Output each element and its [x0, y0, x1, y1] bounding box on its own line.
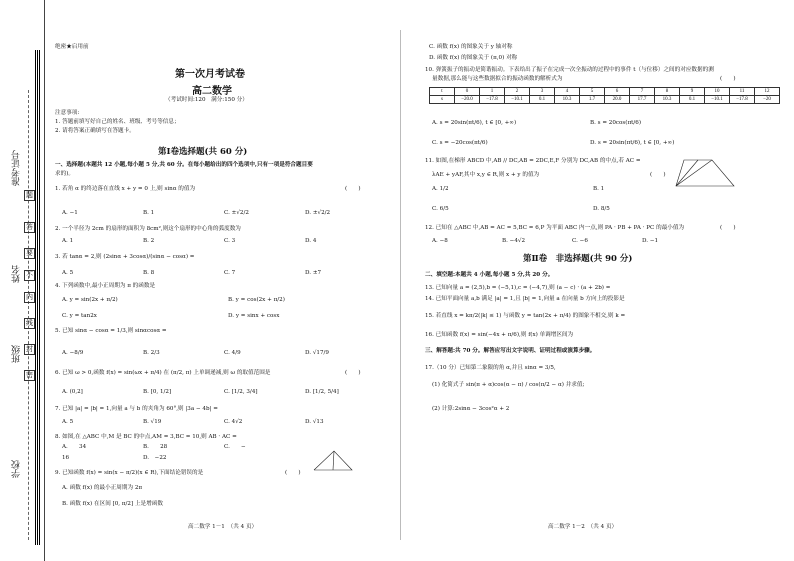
- option: C. 4/9: [224, 350, 241, 356]
- option: C. y = tan2x: [62, 313, 97, 319]
- option: B. 2: [143, 238, 155, 244]
- option: A. 函数 f(x) 的最小正周期为 2π: [62, 485, 143, 491]
- option: A. 5: [62, 270, 74, 276]
- question-5: 5. 已知 sinα − cosα = 1/3,则 sinαcosα =: [55, 328, 167, 334]
- table-cell: −17.8: [730, 96, 755, 104]
- median-line: [676, 160, 698, 186]
- question-15: 15. 若直线 x = kπ/2(|k| ≤ 1) 与函数 y = tan(2x + π/4) 的图象不相交,则 k =: [425, 313, 626, 319]
- section1-intro: 一、选择题(本题共 12 小题,每小题 5 分,共 60 分。在每小题给出的四个选项中,只有一项是符合题目要: [55, 162, 313, 168]
- option: B. 函数 f(x) 在区间 [0, π/2] 上是增函数: [62, 501, 163, 507]
- table-cell: −20: [755, 96, 780, 104]
- option: C. −: [224, 444, 246, 450]
- option: C. [1/2, 3/4]: [224, 389, 258, 395]
- table-cell: −10.1: [505, 96, 530, 104]
- option-cont: 16: [62, 455, 70, 461]
- table-cell: 12: [755, 88, 780, 96]
- answer-bracket: ( ): [345, 370, 361, 376]
- option: B. 2/3: [143, 350, 160, 356]
- table-cell: 11: [730, 88, 755, 96]
- notice-2: 2. 请将答案正确填写在答题卡。: [55, 128, 135, 134]
- exam-title: 第一次月考试卷: [175, 69, 245, 80]
- option: A. s = 20sin(πt/6), t ∈ [0, +∞): [432, 120, 517, 126]
- table-cell: 7: [630, 88, 655, 96]
- seal-char: 题: [26, 191, 33, 199]
- table-cell: 17.7: [630, 96, 655, 104]
- option: A. (0,2]: [62, 389, 83, 395]
- table-cell: 6: [605, 88, 630, 96]
- answer-bracket: ( ): [285, 470, 301, 476]
- option: C. s = −20cos(πt/6): [432, 140, 488, 146]
- notice-title: 注意事项:: [55, 110, 80, 116]
- diagonal-line: [676, 160, 712, 186]
- option: B. y = cos(2x + π/2): [228, 297, 285, 303]
- answer-bracket: ( ): [345, 186, 361, 192]
- option: C. −6: [572, 238, 588, 244]
- answer-bracket: ( ): [650, 172, 666, 178]
- option: D. s = 20sin(πt/6), t ∈ [0, +∞): [590, 140, 675, 146]
- trapezoid-figure: [672, 156, 738, 192]
- table-cell: −10.1: [705, 96, 730, 104]
- option: C. 4√2: [224, 419, 243, 425]
- question-3: 3. 若 tanα = 2,则 (2sinα + 3cosα)/(sinα − cosα) =: [55, 254, 195, 260]
- option: B. 1: [593, 186, 605, 192]
- table-cell: 10.3: [655, 96, 680, 104]
- label-school: 学校: [12, 460, 22, 478]
- table-row: [430, 96, 780, 104]
- page-footer-left: 高二数学 1－1 （共 4 页）: [188, 524, 258, 530]
- option: C. 7: [224, 270, 236, 276]
- table-cell: 1.7: [580, 96, 605, 104]
- option: D. √13: [305, 419, 324, 425]
- question-14: 14. 已知平面向量 a,b 满足 |a| = 1,且 |b| = 1,向量 a 在向量 b 方向上的投影是: [425, 296, 625, 302]
- question-1: 1. 若角 α 的终边落在直线 x + y = 0 上,则 sinα 的值为: [55, 186, 196, 192]
- option: D. 4: [305, 238, 317, 244]
- option: A. y = sin(2x + π/2): [62, 297, 118, 303]
- question-17-part1: (1) 化简式子 sin(π + α)cos(α − π) / cos(π/2 − α) 并求值;: [432, 382, 585, 388]
- question-16: 16. 已知函数 f(x) = sin(−4x + π/6),则 f(x) 单调增区间为: [425, 332, 574, 338]
- page-divider: [400, 30, 401, 540]
- option: C. 3: [224, 238, 236, 244]
- question-11: 11. 如图,在梯形 ABCD 中,AB // DC,AB = 2DC,E,F 分别为 DC,AB 的中点,若 AC =: [425, 158, 641, 164]
- seal-char: 不: [26, 271, 33, 279]
- answer-bracket: ( ): [720, 76, 736, 82]
- option: A. 34: [62, 444, 87, 450]
- table-cell: 0.1: [680, 96, 705, 104]
- table-cell: 5: [580, 88, 605, 96]
- table-cell: 1: [480, 88, 505, 96]
- option: A. −8: [432, 238, 448, 244]
- option: B. 28: [143, 444, 168, 450]
- option: B. 1: [143, 210, 155, 216]
- option: B. 8: [143, 270, 155, 276]
- exam-info: （考试时间:120 满分:150 分）: [165, 97, 248, 103]
- question-12: 12. 已知在 △ABC 中,AB = AC = 5,BC = 6,P 为平面 ABC 内一点,则 PA · PB + PA · PC 的最小值为: [425, 225, 685, 231]
- option: B. [0, 1/2]: [143, 389, 172, 395]
- option: A. 1/2: [432, 186, 449, 192]
- option: B. √19: [143, 419, 162, 425]
- option: A. 1: [62, 238, 74, 244]
- option: C. 6/5: [432, 206, 449, 212]
- table-cell: 4: [555, 88, 580, 96]
- q9-option-c: C. 函数 f(x) 的图象关于 y 轴对称: [429, 44, 513, 50]
- option: A. −8/9: [62, 350, 84, 356]
- question-8: 8. 如图,在 △ABC 中,M 是 BC 的中点,AM = 3,BC = 10,则 AB · AC =: [55, 434, 237, 440]
- table-cell: 10: [705, 88, 730, 96]
- notice-1: 1. 答题前填写好自己的姓名、班级、考号等信息；: [55, 119, 180, 125]
- question-6: 6. 已知 ω > 0,函数 f(x) = sin(ωx + π/4) 在 (π/2, π) 上单调递减,则 ω 的取值范围是: [55, 370, 271, 376]
- option: D. −22: [143, 455, 167, 461]
- seal-char: 封: [26, 345, 33, 353]
- table-cell: −17.8: [480, 96, 505, 104]
- table-cell: 20.0: [605, 96, 630, 104]
- binding-strip: [0, 0, 45, 561]
- option: D. ±7: [305, 270, 322, 276]
- seal-char: 密: [26, 371, 33, 379]
- option: B. −4√2: [502, 238, 526, 244]
- table-cell: −20.0: [455, 96, 480, 104]
- barcode-stripe: [35, 50, 40, 545]
- option: D. y = sinx + cosx: [228, 313, 280, 319]
- table-row: [430, 88, 780, 96]
- option: D. 8/5: [593, 206, 610, 212]
- median-line: [333, 451, 334, 470]
- table-cell: t: [430, 88, 455, 96]
- table-cell: 9: [680, 88, 705, 96]
- triangle-figure: [312, 448, 356, 474]
- table-cell: 8: [655, 88, 680, 96]
- trapezoid-outline: [676, 160, 734, 186]
- question-17-part2: (2) 计算:2sinα − 3cos²α + 2: [432, 406, 510, 412]
- question-17: 17.（10 分）已知第二象限的角 α,并且 sinα = 3/5,: [425, 365, 556, 371]
- option: B. s = 20cos(πt/6): [590, 120, 642, 126]
- part2-title: 第Ⅱ卷 非选择题(共 90 分): [523, 254, 633, 264]
- seal-char: 线: [26, 319, 33, 327]
- cut-line: [28, 90, 29, 540]
- option: D. √17/9: [305, 350, 329, 356]
- label-class: 班级: [12, 345, 22, 363]
- question-10: 10. 弹簧振子的振动是简谐振动。下表给出了振子在完成一次全振动的过程中的事件 t（与位移）之间的对应数据的测: [425, 67, 714, 73]
- option: A. −1: [62, 210, 78, 216]
- option: D. [1/2, 5/4]: [305, 389, 339, 395]
- table-cell: 0.1: [530, 96, 555, 104]
- seal-char: 内: [26, 293, 33, 301]
- table-cell: 2: [505, 88, 530, 96]
- option: C. ±√2/2: [224, 210, 249, 216]
- seal-char: 答: [26, 223, 33, 231]
- seal-char: 要: [26, 249, 33, 257]
- question-13: 13. 已知向量 a = (2,5),b = (−5,1),c = (−4,7),则 (a − c) · (a + 2b) =: [425, 285, 611, 291]
- question-7: 7. 已知 |a| = |b| = 1,向量 a 与 b 的夹角为 60°,则 |3a − 4b| =: [55, 406, 218, 412]
- section3-title: 三、解答题:共 70 分。解答应写出文字说明、证明过程或演算步骤。: [425, 348, 596, 354]
- table-cell: 3: [530, 88, 555, 96]
- vibration-table: [429, 87, 780, 104]
- option: D. ±√2/2: [305, 210, 331, 216]
- label-exam-number: 准考证号: [12, 150, 22, 186]
- section1-intro-cont: 求的)。: [55, 171, 74, 177]
- option: D. −1: [642, 238, 659, 244]
- question-2: 2. 一个半径为 2cm 的扇形的面积为 8cm²,则这个扇形的中心角的弧度数为: [55, 226, 241, 232]
- question-10-cont: 量数据,那么能与这些数据拟合的振动函数的解析式为: [432, 76, 563, 82]
- section2-title: 二、填空题:本题共 4 小题,每小题 5 分,共 20 分。: [425, 272, 554, 278]
- option: A. 5: [62, 419, 74, 425]
- exam-subject: 高二数学: [192, 86, 232, 97]
- confidential-mark: 绝密★启用前: [55, 44, 89, 50]
- table-cell: s: [430, 96, 455, 104]
- table-cell: 10.3: [555, 96, 580, 104]
- question-4: 4. 下列函数中,最小正周期为 π 的函数是: [55, 283, 156, 289]
- question-11-cont: λAE + yAF,其中 x,y ∈ R,则 x + y 的值为: [432, 172, 540, 178]
- answer-bracket: ( ): [720, 225, 736, 231]
- label-name: 姓名: [12, 265, 22, 283]
- table-cell: 0: [455, 88, 480, 96]
- question-9: 9. 已知函数 f(x) = sin(x − π/2)(x ∈ R),下面结论错误的是: [55, 470, 204, 476]
- page-footer-right: 高二数学 1－2 （共 4 页）: [548, 524, 618, 530]
- q9-option-d: D. 函数 f(x) 的图象关于 (π,0) 对称: [429, 55, 518, 61]
- part1-title: 第Ⅰ卷选择题(共 60 分): [158, 147, 248, 157]
